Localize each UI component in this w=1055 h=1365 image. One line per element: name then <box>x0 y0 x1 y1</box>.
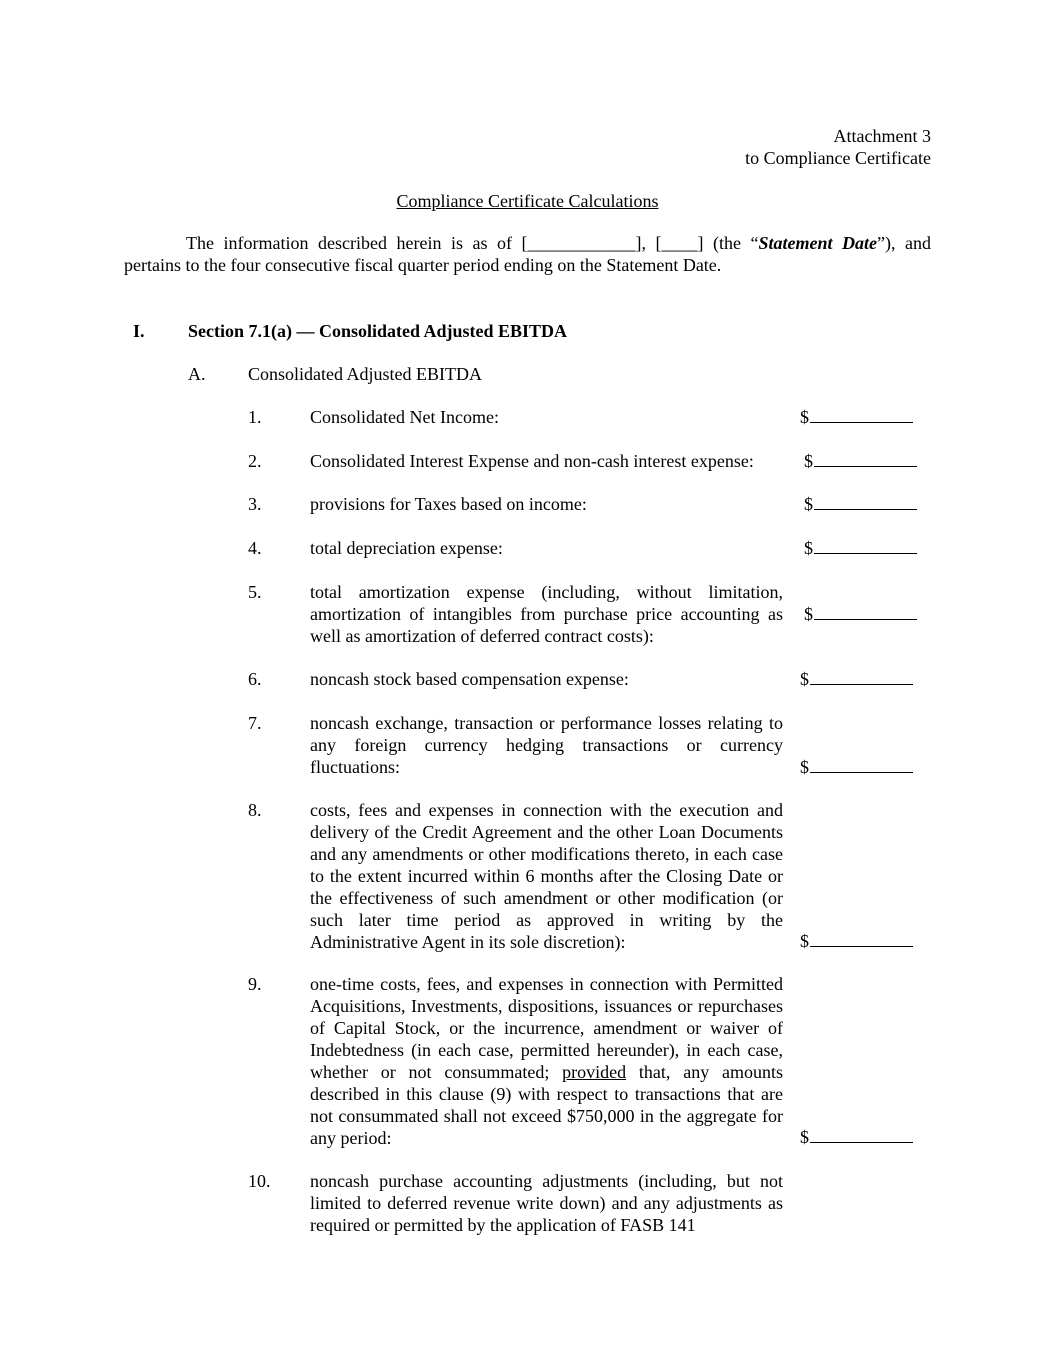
item-number: 8. <box>248 800 262 820</box>
item-number: 7. <box>248 713 262 733</box>
item-number: 2. <box>248 451 262 471</box>
item-text: provisions for Taxes based on income: <box>310 494 587 514</box>
item-number: 10. <box>248 1171 271 1191</box>
item-text: Consolidated Net Income: <box>310 407 499 427</box>
dollar-sign: $ <box>804 494 813 514</box>
amount-field[interactable] <box>800 668 913 690</box>
item-text: Consolidated Interest Expense and non-cash interest expense: <box>310 451 754 471</box>
document-title-text: Compliance Certificate Calculations <box>396 191 659 211</box>
amount-field[interactable] <box>804 537 917 559</box>
item-text-part: that, any amounts described in this clause (9) with respect to transactions that are not consummated shall not exceed $750,000 in the aggregate for any period: <box>310 1062 783 1148</box>
amount-blank-line[interactable] <box>810 406 913 423</box>
amount-field[interactable] <box>800 1126 913 1148</box>
amount-field[interactable] <box>804 493 917 515</box>
amount-field[interactable] <box>804 450 917 472</box>
dollar-sign: $ <box>800 1127 809 1147</box>
item-text <box>310 973 783 1149</box>
amount-blank-line[interactable] <box>814 537 917 554</box>
attachment-label: Attachment 3 <box>833 126 931 146</box>
dollar-sign: $ <box>800 757 809 777</box>
amount-field[interactable] <box>800 930 913 952</box>
item-text: noncash stock based compensation expense: <box>310 669 629 689</box>
amount-field[interactable] <box>800 756 913 778</box>
section-number: I. <box>133 321 145 341</box>
dollar-sign: $ <box>804 604 813 624</box>
item-text: total depreciation expense: <box>310 538 503 558</box>
subsection-title: Consolidated Adjusted EBITDA <box>248 364 482 384</box>
item-number: 1. <box>248 407 262 427</box>
item-text: noncash exchange, transaction or performance losses relating to any foreign currency hedging transactions or currency fluctuations: <box>310 713 783 777</box>
item-text: noncash purchase accounting adjustments (including, but not limited to deferred revenue write down) and any adjustments as required or permitted by the application of FASB 141 <box>310 1171 783 1235</box>
attachment-subtitle: to Compliance Certificate <box>745 148 931 168</box>
item-text: costs, fees and expenses in connection with the execution and delivery of the Credit Agreement and the other Loan Documents and any amendments or other modifications thereto, in each case to the extent incurred within 6 months after the Closing Date or the effectiveness of such amendment or other modification (or such later time period as approved in writing by the Administrative Agent in its sole discretion): <box>310 800 783 952</box>
amount-field[interactable] <box>804 603 917 625</box>
item-number: 9. <box>248 974 262 994</box>
dollar-sign: $ <box>800 407 809 427</box>
amount-blank-line[interactable] <box>810 756 913 773</box>
intro-text-start: The information described herein is as of [____________], [____] (the “ <box>186 233 759 253</box>
amount-blank-line[interactable] <box>814 450 917 467</box>
amount-blank-line[interactable] <box>810 668 913 685</box>
dollar-sign: $ <box>804 451 813 471</box>
amount-blank-line[interactable] <box>814 493 917 510</box>
amount-field[interactable] <box>800 406 913 428</box>
item-number: 4. <box>248 538 262 558</box>
provided-term: provided <box>562 1062 627 1082</box>
dollar-sign: $ <box>804 538 813 558</box>
document-title <box>0 190 1055 212</box>
item-number: 6. <box>248 669 262 689</box>
statement-date-term: Statement Date <box>758 233 877 253</box>
section-title: Section 7.1(a) — Consolidated Adjusted EBITDA <box>188 321 568 341</box>
item-number: 3. <box>248 494 262 514</box>
amount-blank-line[interactable] <box>810 1126 913 1143</box>
item-text: total amortization expense (including, without limitation, amortization of intangibles from purchase price accounting as well as amortization of deferred contract costs): <box>310 582 783 646</box>
amount-blank-line[interactable] <box>814 603 917 620</box>
dollar-sign: $ <box>800 931 809 951</box>
intro-paragraph <box>124 232 931 276</box>
item-text-part: one-time costs, fees, and expenses in connection with Permitted Acquisitions, Investments, dispositions, issuances or repurchases of Capital Stock, or the incurrence, amendment or waiver of Indebtedness (in each case, permitted hereunder), in each case, whether or not consummated; <box>310 974 783 1082</box>
intro-text-end: ”), and pertains to the four consecutive fiscal quarter period ending on the Statement Date. <box>124 233 931 275</box>
dollar-sign: $ <box>800 669 809 689</box>
subsection-letter: A. <box>188 364 206 384</box>
item-number: 5. <box>248 582 262 602</box>
amount-blank-line[interactable] <box>810 930 913 947</box>
